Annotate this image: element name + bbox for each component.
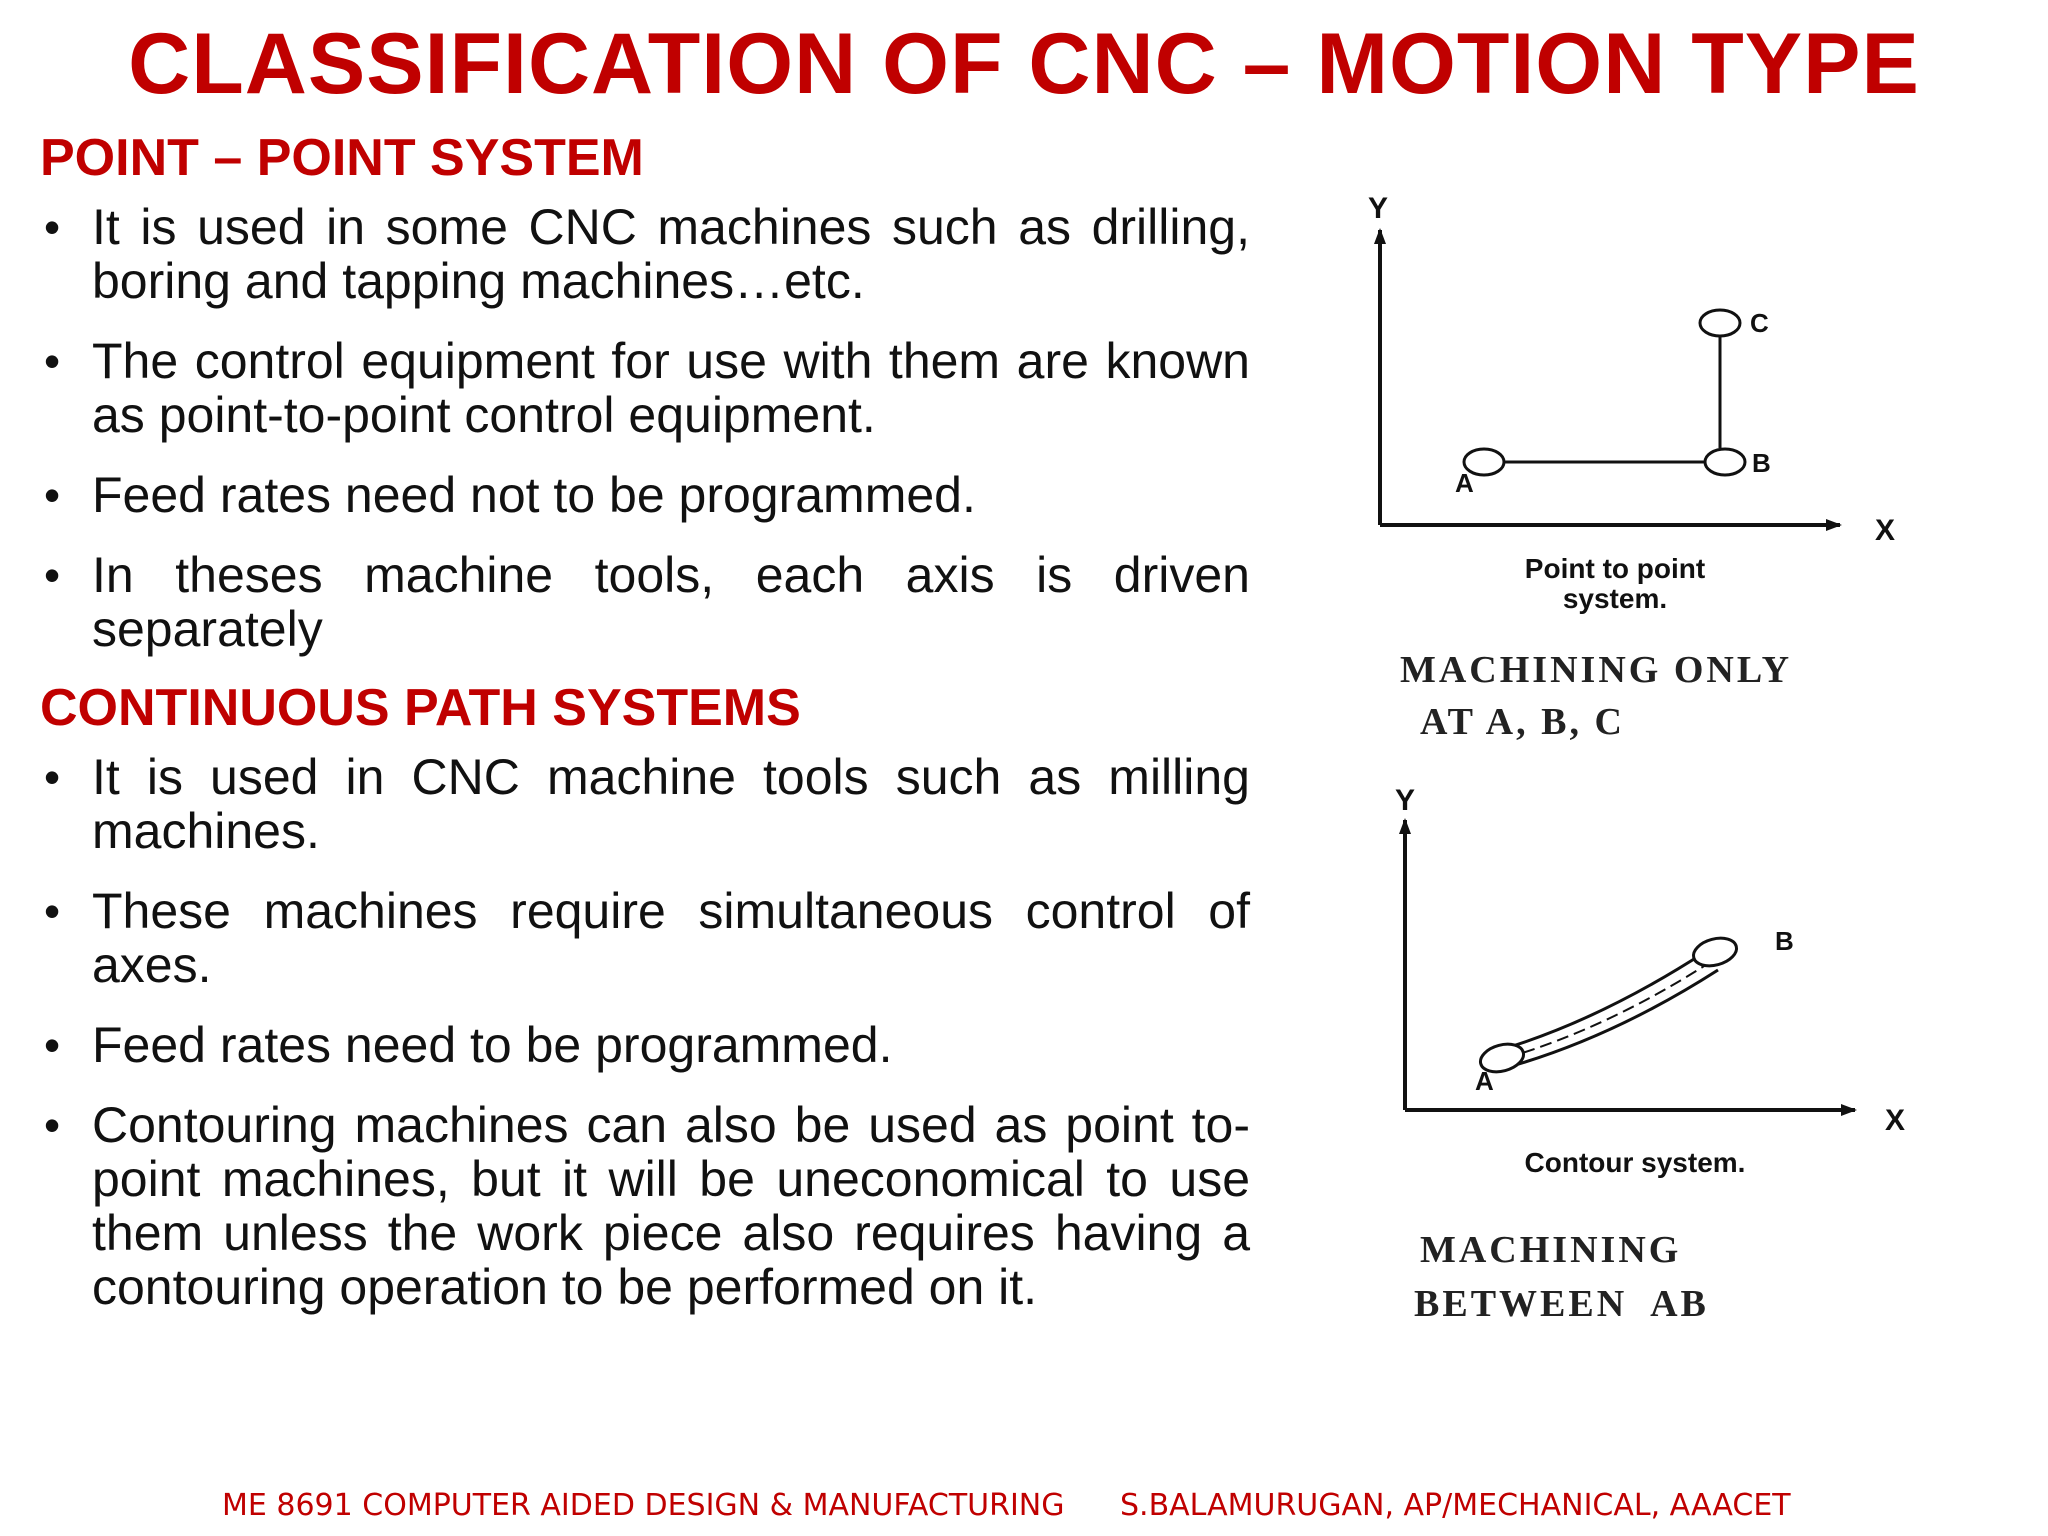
x-axis-label: X: [1874, 514, 1896, 547]
y-axis-label: Y: [1394, 784, 1416, 817]
bullet-item: • In theses machine tools, each axis is driven separately: [40, 548, 1250, 656]
bullet-item: • Contouring machines can also be used as point to-point machines, but it will be uneconomical to use them unless the work piece also requires having a contouring operation to be performed on it.: [40, 1098, 1250, 1314]
point-c-label: C: [1750, 308, 1769, 338]
footer-course: ME 8691 COMPUTER AIDED DESIGN & MANUFACTURING: [222, 1488, 1065, 1523]
point-b-label: B: [1775, 926, 1794, 956]
diagram-caption: system.: [1562, 583, 1668, 614]
point-b-label: B: [1752, 448, 1771, 478]
point-to-point-heading: POINT – POINT SYSTEM: [40, 129, 644, 187]
machining-note: MACHINING: [1420, 1229, 1682, 1271]
point-to-point-diagram: [1340, 190, 1960, 630]
point-b-marker: [1690, 934, 1739, 971]
contour-path-center: [1506, 961, 1712, 1058]
bullet-item: • It is used in some CNC machines such as drilling, boring and tapping machines…etc.: [40, 200, 1250, 308]
point-b-marker: [1705, 449, 1745, 475]
machining-note: MACHINING ONLY: [1400, 649, 1793, 691]
contour-path: [1500, 952, 1705, 1050]
bullet-item: • It is used in CNC machine tools such as milling machines.: [40, 750, 1250, 858]
diagram-caption: Point to point: [1524, 553, 1706, 584]
machining-note: BETWEEN AB: [1414, 1283, 1709, 1325]
point-c-marker: [1700, 310, 1740, 336]
slide-title: CLASSIFICATION OF CNC – MOTION TYPE: [128, 16, 1920, 112]
bullet-item: • These machines require simultaneous control of axes.: [40, 884, 1250, 992]
diagram-caption: Contour system.: [1524, 1147, 1746, 1178]
footer-author: S.BALAMURUGAN, AP/MECHANICAL, AAACET: [1120, 1488, 1791, 1523]
machining-note: AT A, B, C: [1420, 701, 1625, 743]
continuous-path-heading: CONTINUOUS PATH SYSTEMS: [40, 679, 801, 737]
contour-path: [1512, 970, 1718, 1066]
x-axis-label: X: [1884, 1104, 1906, 1137]
bullet-item: • The control equipment for use with them are known as point-to-point control equipment.: [40, 334, 1250, 442]
continuous-path-bullets: [40, 750, 1250, 1314]
point-a-label: A: [1455, 468, 1474, 498]
point-to-point-bullets: [40, 200, 1250, 656]
text-content: [40, 128, 1250, 1340]
y-axis-label: Y: [1367, 192, 1389, 225]
bullet-item: • Feed rates need to be programmed.: [40, 1018, 1250, 1072]
contour-figure: [1360, 780, 1960, 1180]
point-a-label: A: [1475, 1066, 1494, 1096]
point-to-point-figure: [1340, 190, 1960, 630]
bullet-item: • Feed rates need not to be programmed.: [40, 468, 1250, 522]
contour-diagram: [1360, 780, 1960, 1180]
